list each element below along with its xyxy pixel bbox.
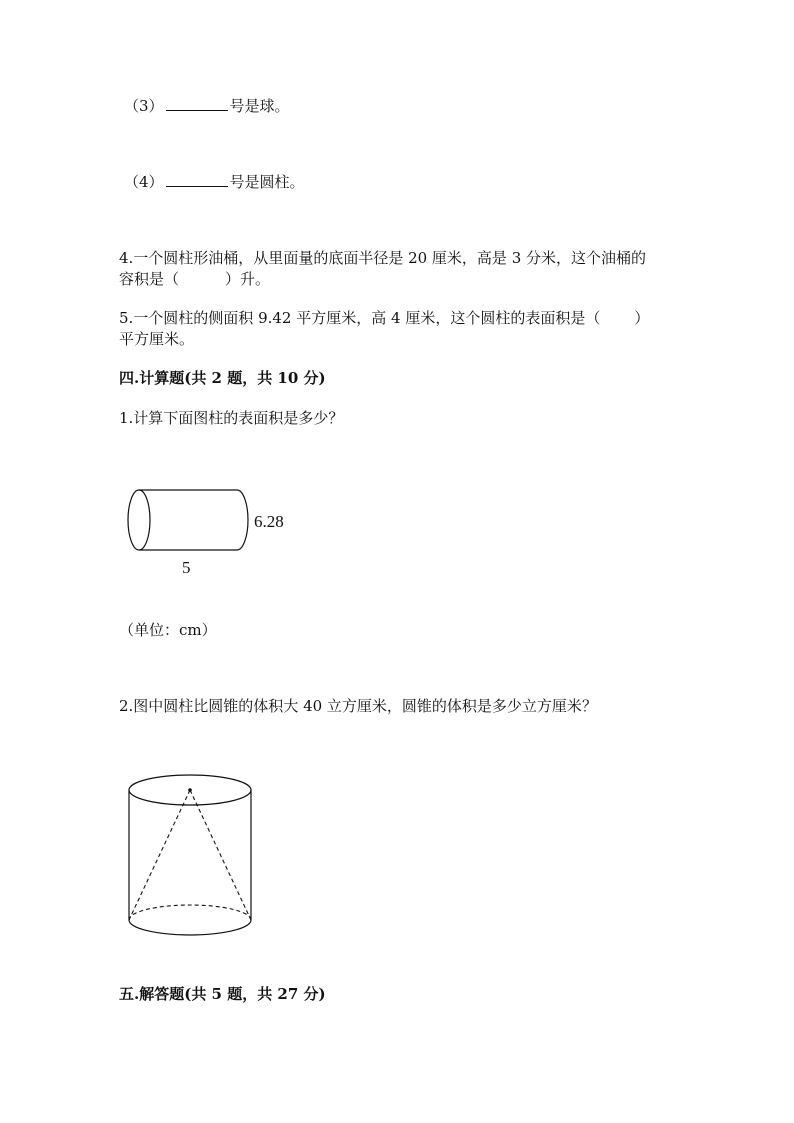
length-label: 5 [182, 558, 191, 577]
question-4-text-b: ）升。 [225, 270, 271, 288]
answer-blank-3[interactable] [166, 96, 228, 111]
question-4-line-1: 4.一个圆柱形油桶，从里面量的底面半径是 20 厘米，高是 3 分米，这个油桶的 [119, 249, 647, 267]
unit-note: （单位：cm） [119, 621, 217, 639]
question-5-line-2: 平方厘米。 [119, 330, 195, 348]
section-4-title: 四.计算题(共 2 题，共 10 分) [119, 369, 326, 387]
sub-question-4-label: （4） [124, 173, 164, 191]
question-5-text-b: ） [634, 309, 650, 327]
section-4-question-2: 2.图中圆柱比圆锥的体积大 40 立方厘米，圆锥的体积是多少立方厘米？ [119, 697, 597, 715]
answer-blank-4[interactable] [166, 172, 228, 187]
diameter-label: 6.28 [254, 512, 284, 531]
sub-question-4-text: 号是圆柱。 [229, 173, 305, 191]
cone-left-edge [129, 790, 190, 920]
cone-right-edge [190, 790, 251, 920]
sub-question-3 [124, 96, 290, 116]
question-4-text-a: 容积是（ [119, 270, 180, 288]
cone-apex-dot [188, 788, 192, 792]
cylinder-left-face [128, 490, 150, 550]
cylinder-right-face [237, 490, 248, 550]
question-5-text-a: 5.一个圆柱的侧面积 9.42 平方厘米，高 4 厘米，这个圆柱的表面积是（ [119, 309, 601, 327]
sub-question-3-label: （3） [124, 97, 164, 115]
horizontal-cylinder-figure [120, 480, 300, 580]
cylinder-bottom-back-dashed [129, 905, 251, 920]
cylinder-cone-figure [124, 770, 264, 940]
section-5-title: 五.解答题(共 5 题，共 27 分) [119, 985, 326, 1003]
question-4-line-2 [119, 269, 270, 289]
section-4-question-1: 1.计算下面图柱的表面积是多少？ [119, 409, 344, 427]
sub-question-4 [124, 172, 305, 192]
cylinder-bottom-front [129, 920, 251, 935]
question-5-line-1 [119, 308, 649, 328]
sub-question-3-text: 号是球。 [229, 97, 290, 115]
